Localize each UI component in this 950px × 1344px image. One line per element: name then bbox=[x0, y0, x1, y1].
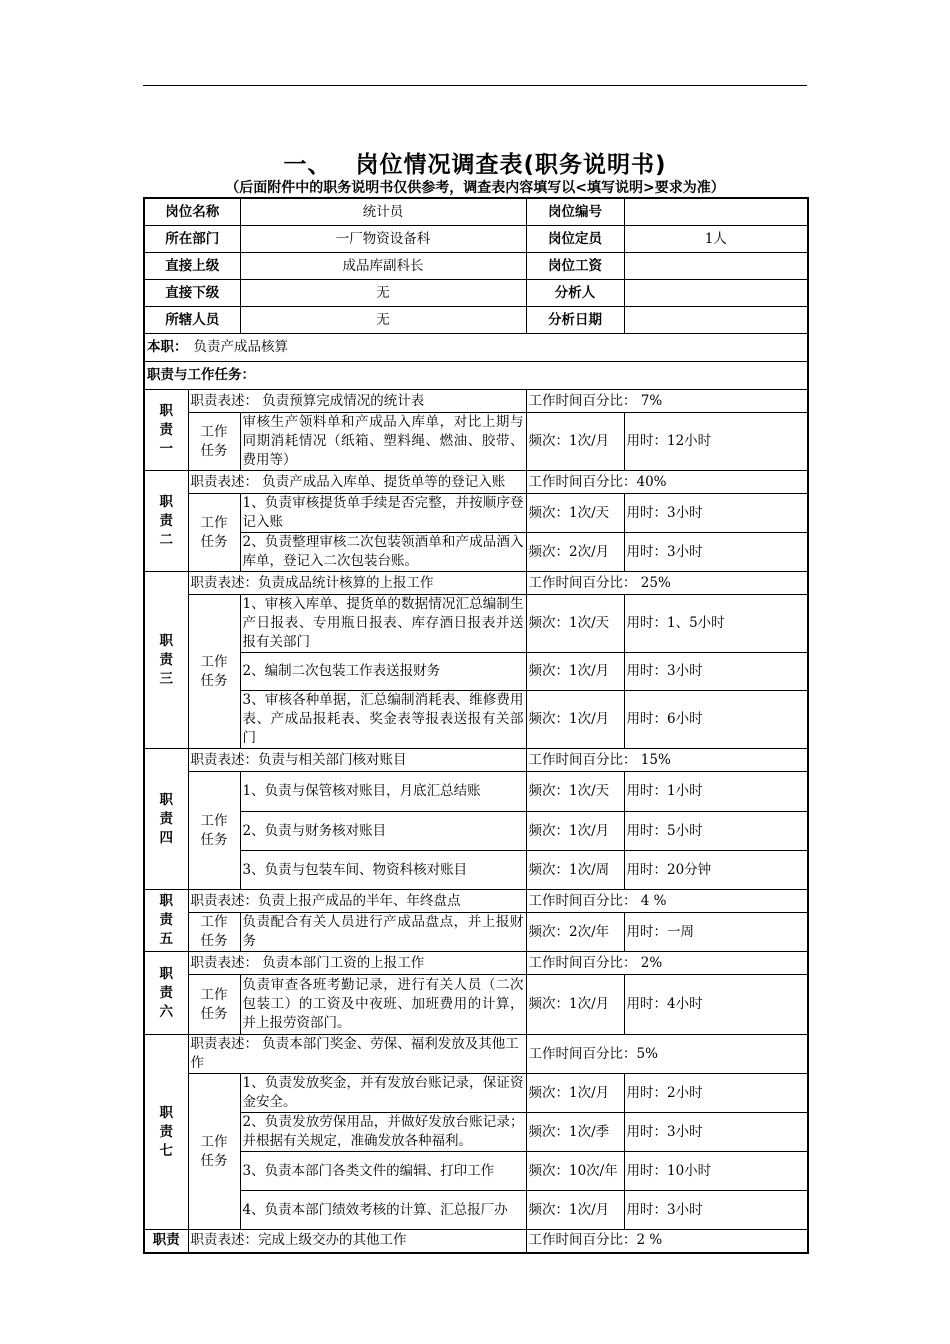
duty-4-task-frequency: 频次：1次/周 bbox=[526, 851, 624, 890]
duty-3-task-row bbox=[144, 691, 808, 749]
position-name-label: 岗位名称 bbox=[144, 198, 240, 226]
duties-header-row bbox=[144, 362, 808, 390]
duty-3-task-row bbox=[144, 653, 808, 691]
duty-3-label-char: 职 bbox=[159, 632, 173, 649]
duty-3-task-text: 1、审核入库单、提货单的数据情况汇总编制生产日报表、专用瓶日报表、库存酒日报表并送报有关部门 bbox=[240, 595, 526, 653]
duty-1-task-frequency: 频次：1次/月 bbox=[526, 413, 624, 471]
duty-6-desc-row bbox=[144, 952, 808, 975]
duty-2-label-char: 责 bbox=[159, 512, 173, 529]
duty-7-task-label-char: 任务 bbox=[200, 1152, 228, 1169]
duty-7-task-duration: 用时：3小时 bbox=[624, 1113, 808, 1152]
duty-5-desc-row bbox=[144, 890, 808, 913]
duties-header: 职责与工作任务： bbox=[144, 362, 808, 390]
duty-2-task-frequency: 频次：1次/天 bbox=[526, 494, 624, 533]
page-subtitle: （后面附件中的职务说明书仅供参考，调查表内容填写以<填写说明>要求为准） bbox=[225, 180, 725, 196]
duty-7-task-row bbox=[144, 1113, 808, 1152]
duty-1-description: 职责表述： 负责预算完成情况的统计表 bbox=[188, 390, 526, 413]
duty-2-desc-row bbox=[144, 471, 808, 494]
duty-8-description: 职责表述：完成上级交办的其他工作 bbox=[188, 1230, 526, 1253]
duty-7-task-text: 3、负责本部门各类文件的编辑、打印工作 bbox=[240, 1152, 526, 1191]
analysis-date-label: 分析日期 bbox=[526, 307, 624, 334]
duty-2-task-text: 2、负责整理审核二次包装领酒单和产成品酒入库单，登记入二次包装台账。 bbox=[240, 533, 526, 572]
duty-1-task-label-char: 工作 bbox=[200, 423, 228, 440]
duty-2-task-row bbox=[144, 533, 808, 572]
duty-7-label-char: 责 bbox=[159, 1123, 173, 1140]
duty-4-description: 职责表述：负责与相关部门核对账目 bbox=[188, 749, 526, 772]
duty-3-task-duration: 用时：6小时 bbox=[624, 691, 808, 749]
job-survey-table bbox=[143, 197, 809, 1254]
duty-3-task-label bbox=[188, 595, 240, 749]
duty-7-label-char: 七 bbox=[159, 1142, 173, 1159]
duty-2-task-label-char: 工作 bbox=[200, 514, 228, 531]
duty-7-task-text: 1、负责发放奖金，并有发放台账记录，保证资金安全。 bbox=[240, 1074, 526, 1113]
duty-2-description: 职责表述： 负责产成品入库单、提货单等的登记入账 bbox=[188, 471, 526, 494]
duty-8-desc-row bbox=[144, 1230, 808, 1253]
duty-5-task-label-char: 任务 bbox=[200, 933, 228, 949]
analysis-date-value bbox=[624, 307, 808, 334]
duty-5-task-label-char: 工作 bbox=[200, 914, 228, 930]
superior-label: 直接上级 bbox=[144, 253, 240, 280]
duty-3-task-frequency: 频次：1次/天 bbox=[526, 595, 624, 653]
duty-3-task-frequency: 频次：1次/月 bbox=[526, 691, 624, 749]
duty-3-task-row bbox=[144, 595, 808, 653]
duty-4-task-duration: 用时：20分钟 bbox=[624, 851, 808, 890]
duty-5-description: 职责表述：负责上报产成品的半年、年终盘点 bbox=[188, 890, 526, 913]
duty-2-label bbox=[144, 471, 188, 572]
duty-4-task-text: 1、负责与保管核对账目，月底汇总结账 bbox=[240, 772, 526, 812]
title-text: 岗位情况调查表(职务说明书) bbox=[355, 152, 667, 178]
duty-3-task-duration: 用时：1、5小时 bbox=[624, 595, 808, 653]
duty-4-task-frequency: 频次：1次/月 bbox=[526, 812, 624, 851]
duty-4-label-char: 四 bbox=[159, 829, 173, 846]
duty-6-task-label-char: 工作 bbox=[200, 986, 228, 1003]
duty-4-time-percent: 工作时间百分比： 15% bbox=[526, 749, 808, 772]
duty-7-time-percent: 工作时间百分比：5% bbox=[526, 1035, 808, 1074]
duty-4-task-text: 3、负责与包装车间、物资科核对账目 bbox=[240, 851, 526, 890]
duty-3-task-text: 2、编制二次包装工作表送报财务 bbox=[240, 653, 526, 691]
duty-4-task-label bbox=[188, 772, 240, 890]
department-value: 一厂物资设备科 bbox=[240, 226, 526, 253]
headcount-label: 岗位定员 bbox=[526, 226, 624, 253]
duty-7-task-frequency: 频次：1次/月 bbox=[526, 1074, 624, 1113]
main-duty-text: 负责产成品核算 bbox=[193, 339, 288, 355]
duty-6-label-char: 职 bbox=[159, 965, 173, 982]
managed-staff-value: 无 bbox=[240, 307, 526, 334]
duty-2-task-row bbox=[144, 494, 808, 533]
headcount-value: 1人 bbox=[624, 226, 808, 253]
duty-3-task-duration: 用时：3小时 bbox=[624, 653, 808, 691]
salary-value bbox=[624, 253, 808, 280]
duty-4-label bbox=[144, 749, 188, 890]
duty-5-task-duration: 用时：一周 bbox=[624, 913, 808, 952]
duty-4-task-label-char: 任务 bbox=[200, 831, 228, 848]
duty-7-task-label bbox=[188, 1074, 240, 1230]
duty-6-label bbox=[144, 952, 188, 1035]
duty-7-task-row bbox=[144, 1152, 808, 1191]
duty-7-task-text: 2、负责发放劳保用品，并做好发放台账记录；并根据有关规定，准确发放各种福利。 bbox=[240, 1113, 526, 1152]
duty-3-time-percent: 工作时间百分比： 25% bbox=[526, 572, 808, 595]
duty-6-task-row bbox=[144, 975, 808, 1035]
duty-6-task-label bbox=[188, 975, 240, 1035]
duty-4-task-duration: 用时：1小时 bbox=[624, 772, 808, 812]
duty-7-description: 职责表述： 负责本部门奖金、劳保、福利发放及其他工作 bbox=[188, 1035, 526, 1074]
duty-3-label-char: 三 bbox=[159, 670, 173, 687]
duty-1-label-char: 职 bbox=[159, 402, 173, 419]
duty-6-task-label-char: 任务 bbox=[200, 1005, 228, 1022]
basic-row-1 bbox=[144, 198, 808, 226]
duty-6-description: 职责表述： 负责本部门工资的上报工作 bbox=[188, 952, 526, 975]
duty-7-task-text: 4、负责本部门绩效考核的计算、汇总报厂办 bbox=[240, 1191, 526, 1230]
duty-2-task-label-char: 任务 bbox=[200, 533, 228, 550]
duty-4-task-row bbox=[144, 851, 808, 890]
main-duty-row bbox=[144, 334, 808, 362]
duty-8-label bbox=[144, 1230, 188, 1253]
duty-4-task-duration: 用时：5小时 bbox=[624, 812, 808, 851]
duty-3-description: 职责表述：负责成品统计核算的上报工作 bbox=[188, 572, 526, 595]
subordinate-label: 直接下级 bbox=[144, 280, 240, 307]
duty-1-task-text: 审核生产领料单和产成品入库单，对比上期与同期消耗情况（纸箱、塑料绳、燃油、胶带、费用等） bbox=[240, 413, 526, 471]
duty-7-task-row bbox=[144, 1074, 808, 1113]
duty-5-label-char: 责 bbox=[159, 912, 173, 928]
duty-7-label-char: 职 bbox=[159, 1104, 173, 1121]
duty-2-task-text: 1、负责审核提货单手续是否完整，并按顺序登记入账 bbox=[240, 494, 526, 533]
duty-1-task-label bbox=[188, 413, 240, 471]
duty-4-label-char: 职 bbox=[159, 791, 173, 808]
duty-2-label-char: 二 bbox=[159, 531, 173, 548]
duty-4-task-text: 2、负责与财务核对账目 bbox=[240, 812, 526, 851]
duty-1-task-row bbox=[144, 413, 808, 471]
duty-3-task-label-char: 任务 bbox=[200, 672, 228, 689]
duty-4-task-row bbox=[144, 772, 808, 812]
main-duty bbox=[144, 334, 808, 362]
duty-4-task-row bbox=[144, 812, 808, 851]
duty-7-task-duration: 用时：2小时 bbox=[624, 1074, 808, 1113]
basic-row-4 bbox=[144, 280, 808, 307]
duty-4-desc-row bbox=[144, 749, 808, 772]
duty-6-time-percent: 工作时间百分比： 2% bbox=[526, 952, 808, 975]
duty-4-task-frequency: 频次：1次/天 bbox=[526, 772, 624, 812]
duty-6-task-duration: 用时：4小时 bbox=[624, 975, 808, 1035]
basic-row-5 bbox=[144, 307, 808, 334]
managed-staff-label: 所辖人员 bbox=[144, 307, 240, 334]
duty-7-task-duration: 用时：10小时 bbox=[624, 1152, 808, 1191]
analyst-value bbox=[624, 280, 808, 307]
duty-7-task-duration: 用时：3小时 bbox=[624, 1191, 808, 1230]
duty-5-task-text: 负责配合有关人员进行产成品盘点，并上报财务 bbox=[240, 913, 526, 952]
position-code-label: 岗位编号 bbox=[526, 198, 624, 226]
position-name-value: 统计员 bbox=[240, 198, 526, 226]
duty-6-label-char: 六 bbox=[159, 1003, 173, 1020]
duty-6-label-char: 责 bbox=[159, 984, 173, 1001]
duty-1-label-char: 一 bbox=[159, 440, 173, 457]
duty-3-task-label-char: 工作 bbox=[200, 653, 228, 670]
duty-2-label-char: 职 bbox=[159, 493, 173, 510]
position-code-value bbox=[624, 198, 808, 226]
duty-3-label bbox=[144, 572, 188, 749]
duty-1-desc-row bbox=[144, 390, 808, 413]
duty-1-label-char: 责 bbox=[159, 421, 173, 438]
duty-7-task-label-char: 工作 bbox=[200, 1133, 228, 1150]
duty-1-task-duration: 用时：12小时 bbox=[624, 413, 808, 471]
basic-row-2 bbox=[144, 226, 808, 253]
duty-7-desc-row bbox=[144, 1035, 808, 1074]
subordinate-value: 无 bbox=[240, 280, 526, 307]
duty-2-task-label bbox=[188, 494, 240, 572]
analyst-label: 分析人 bbox=[526, 280, 624, 307]
duty-5-label bbox=[144, 890, 188, 952]
duty-1-task-label-char: 任务 bbox=[200, 442, 228, 459]
duty-5-task-label bbox=[188, 913, 240, 952]
duty-8-label-char: 职责 bbox=[152, 1232, 180, 1249]
duty-3-label-char: 责 bbox=[159, 651, 173, 668]
duty-2-time-percent: 工作时间百分比：40% bbox=[526, 471, 808, 494]
duty-3-task-frequency: 频次：1次/月 bbox=[526, 653, 624, 691]
duty-1-time-percent: 工作时间百分比： 7% bbox=[526, 390, 808, 413]
page-title bbox=[143, 146, 807, 179]
duty-3-desc-row bbox=[144, 572, 808, 595]
top-rule bbox=[143, 85, 807, 86]
duty-2-task-frequency: 频次：2次/月 bbox=[526, 533, 624, 572]
duty-6-task-frequency: 频次：1次/月 bbox=[526, 975, 624, 1035]
main-duty-label: 本职： bbox=[147, 339, 188, 355]
duty-7-task-row bbox=[144, 1191, 808, 1230]
duty-5-task-row bbox=[144, 913, 808, 952]
duty-5-label-char: 五 bbox=[159, 931, 173, 947]
duty-1-label bbox=[144, 390, 188, 471]
title-number: 一、 bbox=[283, 152, 332, 178]
duty-2-task-duration: 用时：3小时 bbox=[624, 533, 808, 572]
duty-5-time-percent: 工作时间百分比： 4 % bbox=[526, 890, 808, 913]
duty-5-task-frequency: 频次：2次/年 bbox=[526, 913, 624, 952]
duty-4-task-label-char: 工作 bbox=[200, 812, 228, 829]
duty-7-task-frequency: 频次：1次/季 bbox=[526, 1113, 624, 1152]
superior-value: 成品库副科长 bbox=[240, 253, 526, 280]
duty-6-task-text: 负责审查各班考勤记录，进行有关人员（二次包装工）的工资及中夜班、加班费用的计算，并上报劳资部门。 bbox=[240, 975, 526, 1035]
duty-8-time-percent: 工作时间百分比：2 % bbox=[526, 1230, 808, 1253]
duty-2-task-duration: 用时：3小时 bbox=[624, 494, 808, 533]
duty-5-label-char: 职 bbox=[159, 893, 173, 909]
duty-7-task-frequency: 频次：10次/年 bbox=[526, 1152, 624, 1191]
duty-7-label bbox=[144, 1035, 188, 1230]
duty-7-task-frequency: 频次：1次/月 bbox=[526, 1191, 624, 1230]
duty-4-label-char: 责 bbox=[159, 810, 173, 827]
duty-3-task-text: 3、审核各种单据，汇总编制消耗表、维修费用表、产成品报耗表、奖金表等报表送报有关部门 bbox=[240, 691, 526, 749]
basic-row-3 bbox=[144, 253, 808, 280]
salary-label: 岗位工资 bbox=[526, 253, 624, 280]
department-label: 所在部门 bbox=[144, 226, 240, 253]
